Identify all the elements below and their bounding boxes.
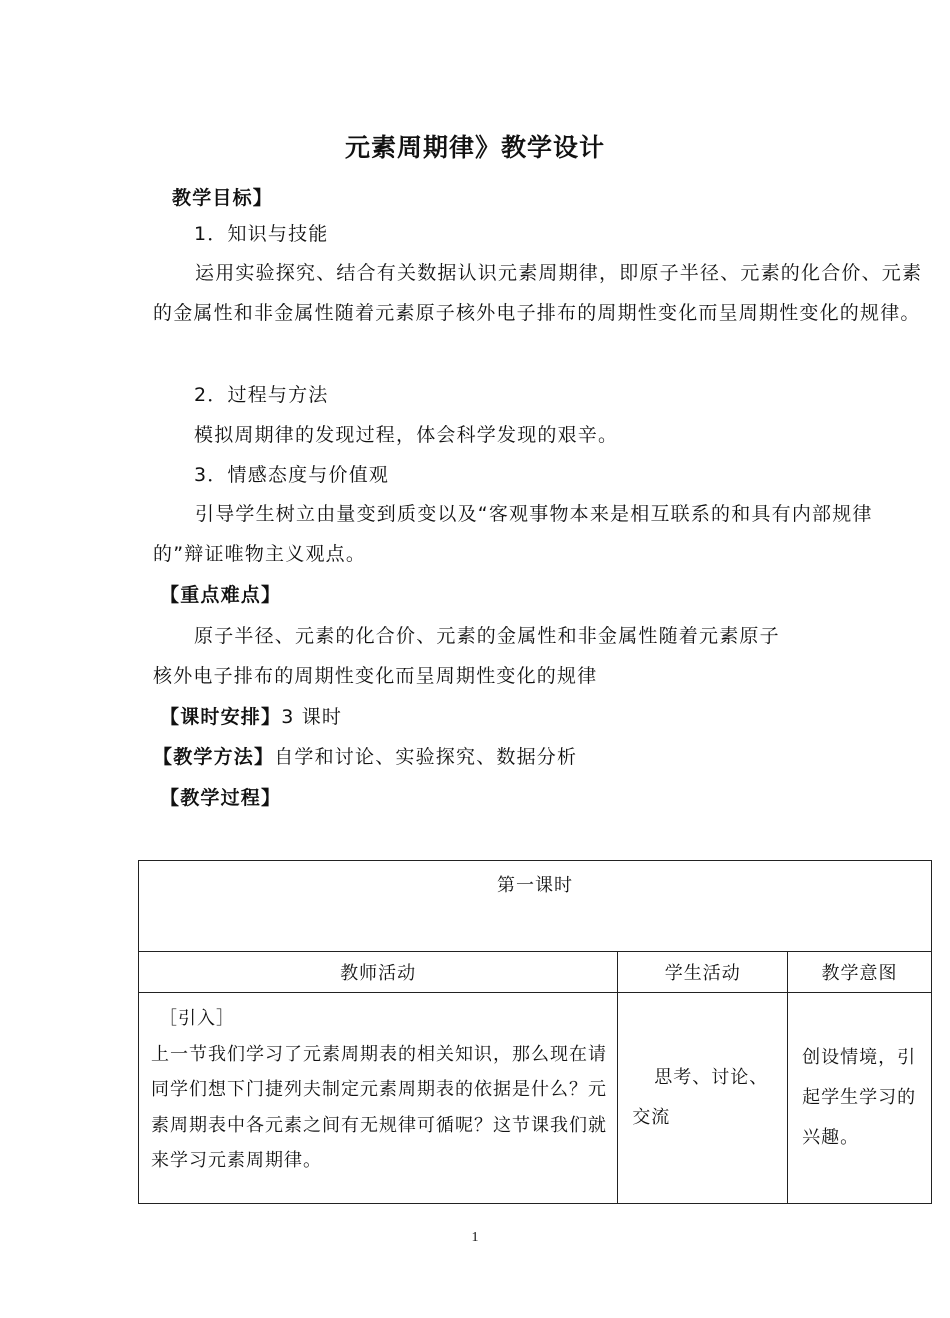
teaching-intent-text: 创设情境，引起学生学习的兴趣。 [802, 1047, 917, 1148]
table-row [139, 993, 932, 1204]
teacher-activity-tag: ［引入］ [159, 1008, 235, 1029]
document-title: 元素周期律》教学设计 [344, 133, 605, 162]
method-row [153, 743, 577, 771]
lesson-plan-table [138, 860, 932, 1204]
objective3-text: 引导学生树立由量变到质变以及“客观事物本来是相互联系的和具有内部规律的”辩证唯物主义观点。 [153, 503, 873, 565]
keypoints-line2: 核外电子排布的周期性变化而呈周期性变化的规律 [153, 665, 598, 687]
objectives-heading: 教学目标】 [172, 187, 274, 209]
objective2-title: 2．过程与方法 [194, 384, 329, 406]
objective1-text: 运用实验探究、结合有关数据认识元素周期律，即原子半径、元素的化合价、元素的金属性和非金属性随着元素原子核外电子排布的周期性变化而呈周期性变化的规律。 [153, 262, 923, 324]
method-label: 【教学方法】 [153, 746, 275, 768]
student-activity-cell [618, 993, 788, 1204]
keypoints-heading: 【重点难点】 [160, 584, 282, 606]
lesson-title-cell [139, 861, 932, 952]
lesson-title-row [139, 861, 932, 952]
process-heading: 【教学过程】 [160, 787, 282, 809]
header-teaching-intent: 教学意图 [788, 952, 932, 993]
teacher-activity-cell [139, 993, 618, 1204]
schedule-label: 【课时安排】 [160, 706, 282, 728]
objective3-title: 3．情感态度与价值观 [194, 464, 390, 486]
method-value: 自学和讨论、实验探究、数据分析 [274, 746, 578, 768]
teaching-intent-cell [788, 993, 932, 1204]
objective2-text: 模拟周期律的发现过程，体会科学发现的艰辛。 [194, 424, 619, 446]
keypoints-line1: 原子半径、元素的化合价、元素的金属性和非金属性随着元素原子 [194, 625, 780, 647]
header-student-activity: 学生活动 [618, 952, 788, 993]
lesson-title: 第一课时 [497, 875, 573, 896]
header-teacher-activity: 教师活动 [139, 952, 618, 993]
student-activity-text: 思考、讨论、交流 [632, 1067, 769, 1128]
table-header-row [139, 952, 932, 993]
objective1-title: 1．知识与技能 [194, 223, 329, 245]
schedule-row [160, 703, 342, 731]
page-number: 1 [471, 1230, 479, 1245]
schedule-value: 3 课时 [281, 706, 343, 728]
teacher-activity-text: 上一节我们学习了元素周期表的相关知识，那么现在请同学们想下门捷列夫制定元素周期表的依据是什么？元素周期表中各元素之间有无规律可循呢？这节课我们就来学习元素周期律。 [151, 1043, 607, 1171]
